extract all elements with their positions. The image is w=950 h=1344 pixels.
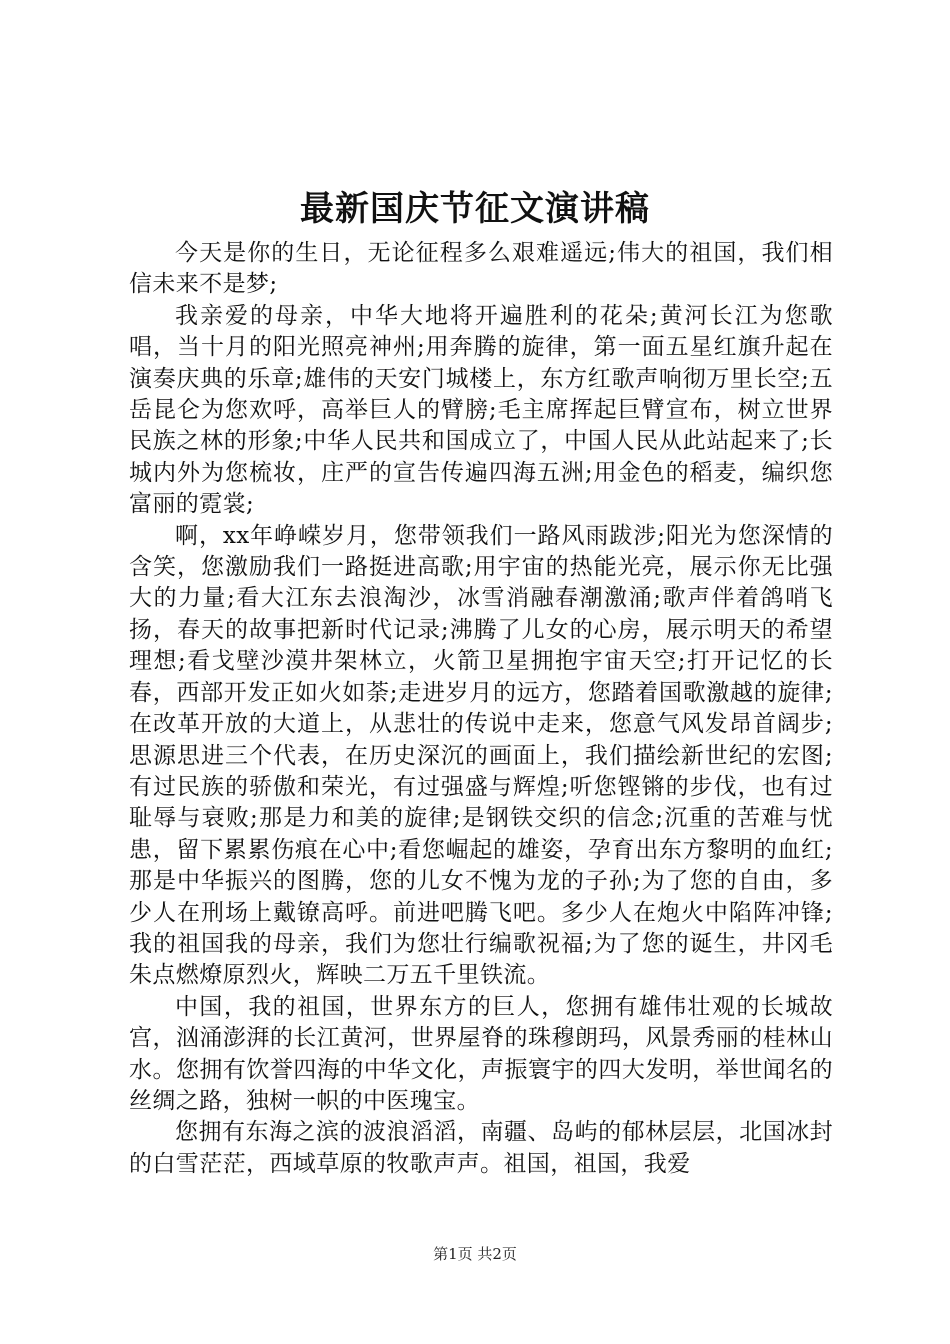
paragraph: 中国，我的祖国，世界东方的巨人，您拥有雄伟壮观的长城故宫，汹涌澎湃的长江黄河，世界屋脊的珠穆朗玛，风景秀丽的桂林山水。您拥有饮誉四海的中华文化，声振寰宇的四大发明，举世闻名的丝绸之路，独树一帜的中医瑰宝。 (129, 993, 833, 1114)
paragraph: 啊，xx年峥嵘岁月，您带领我们一路风雨跋涉;阳光为您深情的含笑，您激励我们一路挺进高歌;用宇宙的热能光亮，展示你无比强大的力量;看大江东去浪淘沙，冰雪消融春潮激涌;歌声伴着鸽哨飞扬，春天的故事把新时代记录;沸腾了儿女的心房，展示明天的希望理想;看戈壁沙漠井架林立，火箭卫星拥抱宇宙天空;打开记忆的长春，西部开发正如火如荼;走进岁月的远方，您踏着国歌激越的旋律;在改革开放的大道上，从悲壮的传说中走来，您意气风发昂首阔步;思源思进三个代表，在历史深沉的画面上，我们描绘新世纪的宏图;有过民族的骄傲和荣光，有过强盛与辉煌;听您铿锵的步伐，也有过耻辱与衰败;那是力和美的旋律;是钢铁交织的信念;沉重的苦难与忧患，留下累累伤痕在心中;看您崛起的雄姿，孕育出东方黎明的血红;那是中华振兴的图腾，您的儿女不愧为龙的子孙;为了您的自由，多少人在刑场上戴镣高呼。前进吧腾飞吧。多少人在炮火中陷阵冲锋;我的祖国我的母亲，我们为您壮行编歌祝福;为了您的诞生，井冈毛朱点燃燎原烈火，辉映二万五千里铁流。 (129, 522, 833, 989)
paragraph: 我亲爱的母亲，中华大地将开遍胜利的花朵;黄河长江为您歌唱，当十月的阳光照亮神州;用奔腾的旋律，第一面五星红旗升起在演奏庆典的乐章;雄伟的天安门城楼上，东方红歌声响彻万里长空;五岳昆仑为您欢呼，高举巨人的臂膀;毛主席挥起巨臂宣布，树立世界民族之林的形象;中华人民共和国成立了，中国人民从此站起来了;长城内外为您梳妆，庄严的宣告传遍四海五洲;用金色的稻麦，编织您富丽的霓裳; (129, 302, 833, 518)
paragraph: 今天是你的生日，无论征程多么艰难遥远;伟大的祖国，我们相信未来不是梦; (129, 240, 833, 298)
page-number-footer: 第1页 共2页 (433, 1245, 517, 1263)
paragraph: 您拥有东海之滨的波浪滔滔，南疆、岛屿的郁林层层，北国冰封的白雪茫茫，西域草原的牧歌声声。祖国，祖国，我爱 (129, 1119, 833, 1177)
document-body (129, 238, 833, 1180)
document-title: 最新国庆节征文演讲稿 (300, 189, 650, 229)
